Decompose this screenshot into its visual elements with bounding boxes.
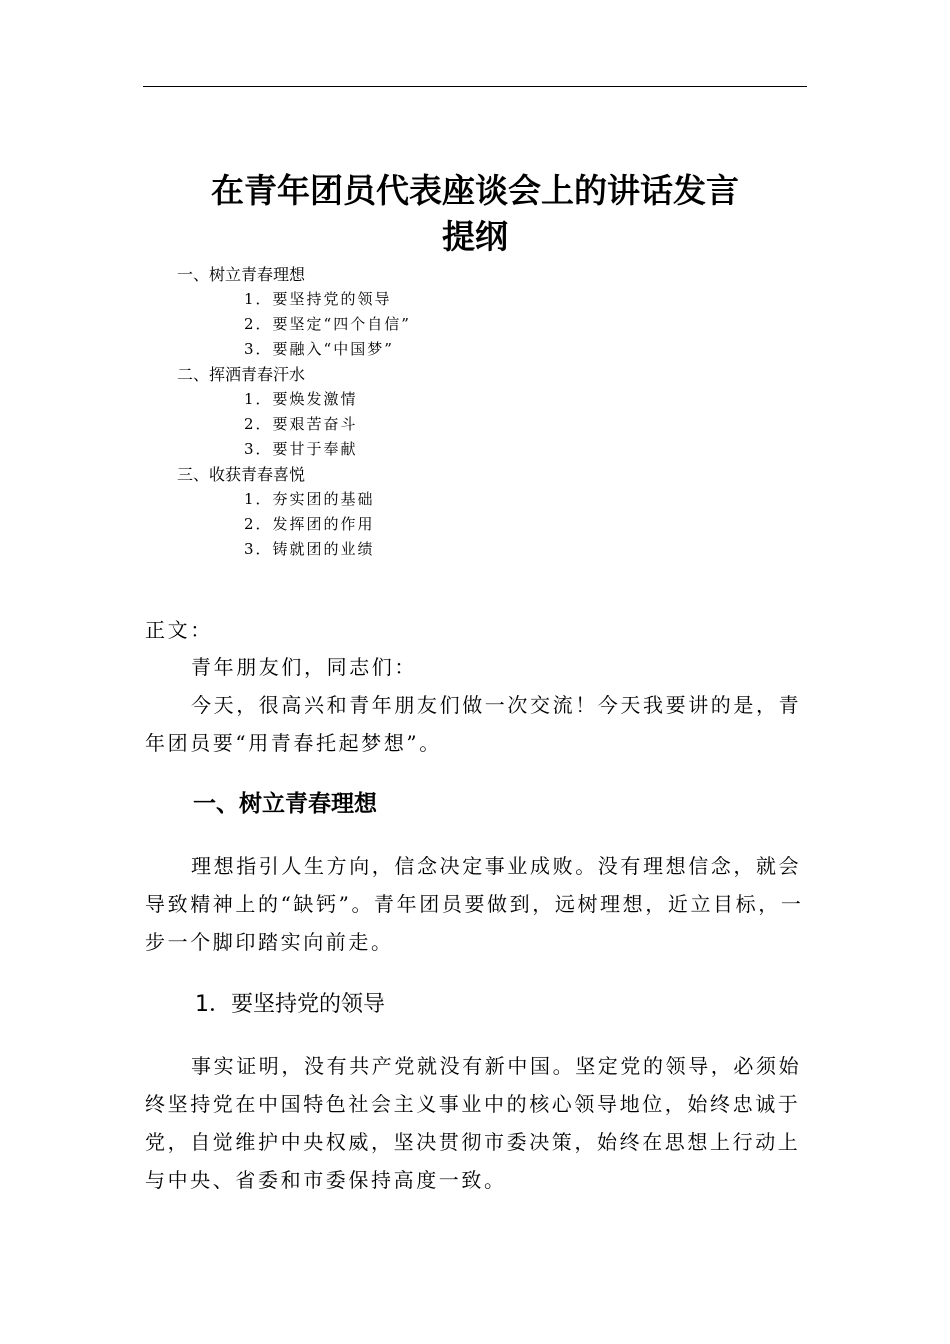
outline-section-3: 三、收获青春喜悦 xyxy=(177,465,306,484)
outline-item: 3．要融入“中国梦” xyxy=(244,340,394,358)
document-title-line-1: 在青年团员代表座谈会上的讲话发言 xyxy=(211,171,739,210)
outline xyxy=(0,262,950,562)
outline-item: 2．要艰苦奋斗 xyxy=(244,415,358,433)
outline-item: 2．要坚定“四个自信” xyxy=(244,315,411,333)
outline-item: 1．要坚持党的领导 xyxy=(244,290,392,308)
outline-item: 1．夯实团的基础 xyxy=(244,490,375,508)
greeting-paragraph: 青年朋友们，同志们： xyxy=(191,655,417,679)
header-rule xyxy=(143,86,807,87)
outline-section-2: 二、挥洒青春汗水 xyxy=(177,365,306,384)
outline-item: 2．发挥团的作用 xyxy=(244,515,375,533)
section-1-paragraph: 理想指引人生方向，信念决定事业成败。没有理想信念，就会导致精神上的“缺钙”。青年团员要做到，远树理想，近立目标，一步一个脚印踏实向前走。 xyxy=(145,854,804,954)
outline-item: 1．要焕发激情 xyxy=(244,390,358,408)
body-label: 正文： xyxy=(145,618,213,642)
outline-item: 3．铸就团的业绩 xyxy=(244,540,375,558)
outline-item: 3．要甘于奉献 xyxy=(244,440,358,458)
intro-paragraph: 今天，很高兴和青年朋友们做一次交流！今天我要讲的是，青年团员要“用青春托起梦想”。 xyxy=(145,693,802,755)
document-title-line-2: 提纲 xyxy=(442,217,508,256)
outline-section-1: 一、树立青春理想 xyxy=(177,265,306,284)
subsection-heading-1: 1．要坚持党的领导 xyxy=(195,992,385,1017)
subsection-1-paragraph: 事实证明，没有共产党就没有新中国。坚定党的领导，必须始终坚持党在中国特色社会主义事业中的核心领导地位，始终忠诚于党，自觉维护中央权威，坚决贯彻市委决策，始终在思想上行动上与中央、省委和市委保持高度一致。 xyxy=(145,1054,802,1192)
section-heading-1: 一、树立青春理想 xyxy=(193,791,377,817)
